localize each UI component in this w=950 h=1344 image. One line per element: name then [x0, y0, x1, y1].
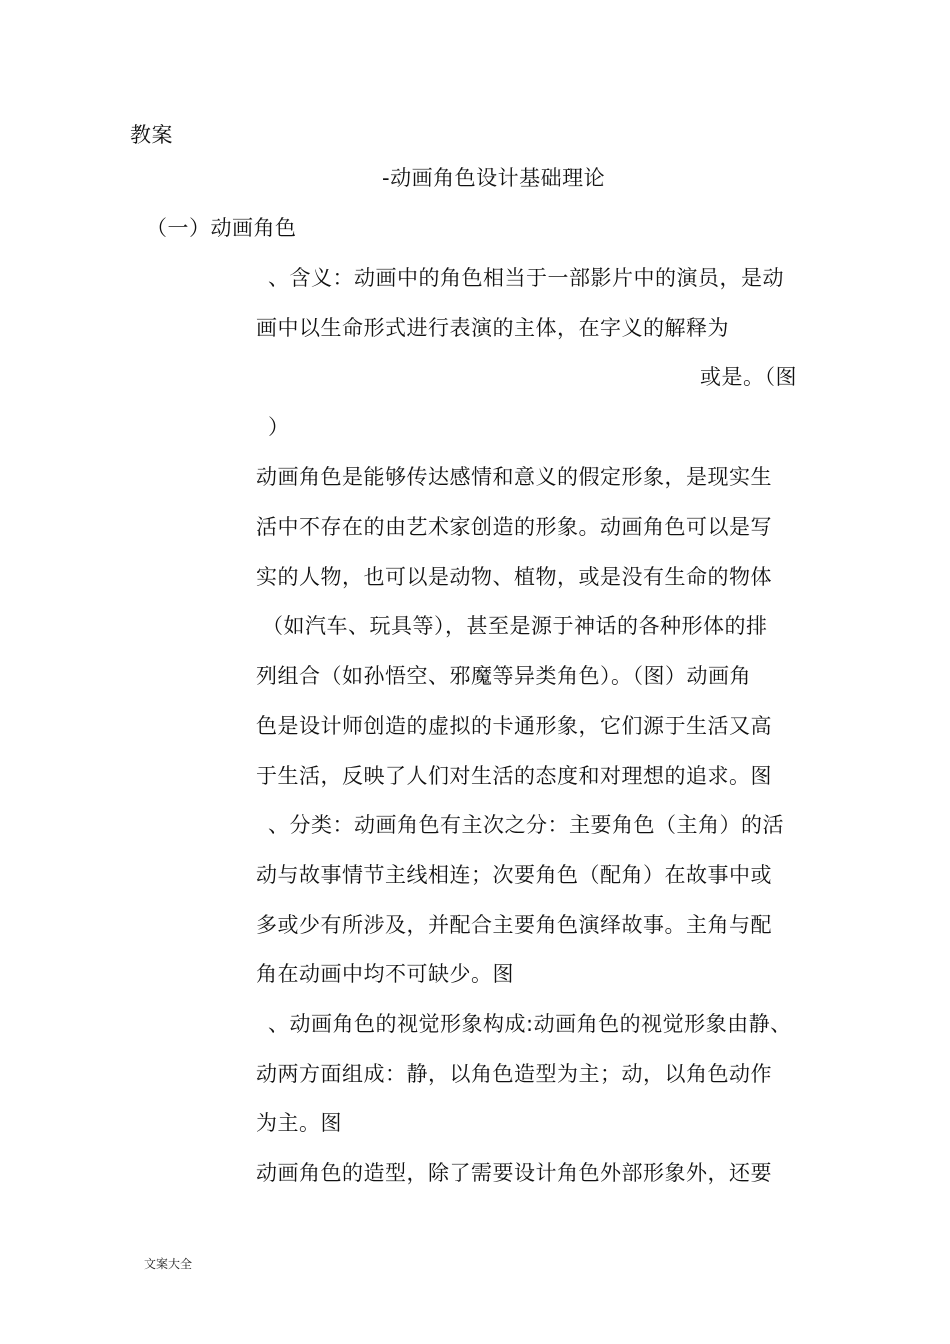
page-footer: 文案大全 [144, 1257, 193, 1271]
paragraph-line: 动画角色是能够传达感情和意义的假定形象，是现实生 [256, 465, 772, 489]
paragraph-line: 、分类：动画角色有主次之分：主要角色（主角）的活 [268, 813, 784, 837]
document-title: -动画角色设计基础理论 [382, 166, 606, 190]
document-heading: 教案 [130, 123, 173, 147]
paragraph-line: 角在动画中均不可缺少。图 [256, 962, 514, 986]
paragraph-line: ） [268, 415, 290, 439]
paragraph-line: 或是。（图 [700, 365, 797, 389]
paragraph-line: 、含义：动画中的角色相当于一部影片中的演员，是动 [268, 266, 784, 290]
paragraph-line: 活中不存在的由艺术家创造的形象。动画角色可以是写 [256, 515, 772, 539]
paragraph-line: 列组合（如孙悟空、邪魔等异类角色）。（图）动画角 [256, 664, 751, 688]
paragraph-line: 动两方面组成：静，以角色造型为主；动，以角色动作 [256, 1062, 772, 1086]
paragraph-line: （如汽车、玩具等），甚至是源于神话的各种形体的排 [262, 614, 768, 638]
paragraph-line: 实的人物，也可以是动物、植物，或是没有生命的物体 [256, 565, 772, 589]
paragraph-line: 动画角色的造型，除了需要设计角色外部形象外，还要 [256, 1161, 772, 1185]
paragraph-line: 色是设计师创造的虚拟的卡通形象，它们源于生活又高 [256, 714, 772, 738]
paragraph-line: 、动画角色的视觉形象构成:动画角色的视觉形象由静、 [268, 1012, 792, 1036]
paragraph-line: 动与故事情节主线相连；次要角色（配角）在故事中或 [256, 863, 772, 887]
paragraph-line: 多或少有所涉及，并配合主要角色演绎故事。主角与配 [256, 913, 772, 937]
section-heading: （一）动画角色 [146, 216, 297, 240]
paragraph-line: 画中以生命形式进行表演的主体，在字义的解释为 [256, 316, 729, 340]
paragraph-line: 为主。图 [256, 1111, 342, 1135]
paragraph-line: 于生活，反映了人们对生活的态度和对理想的追求。图 [256, 764, 772, 788]
